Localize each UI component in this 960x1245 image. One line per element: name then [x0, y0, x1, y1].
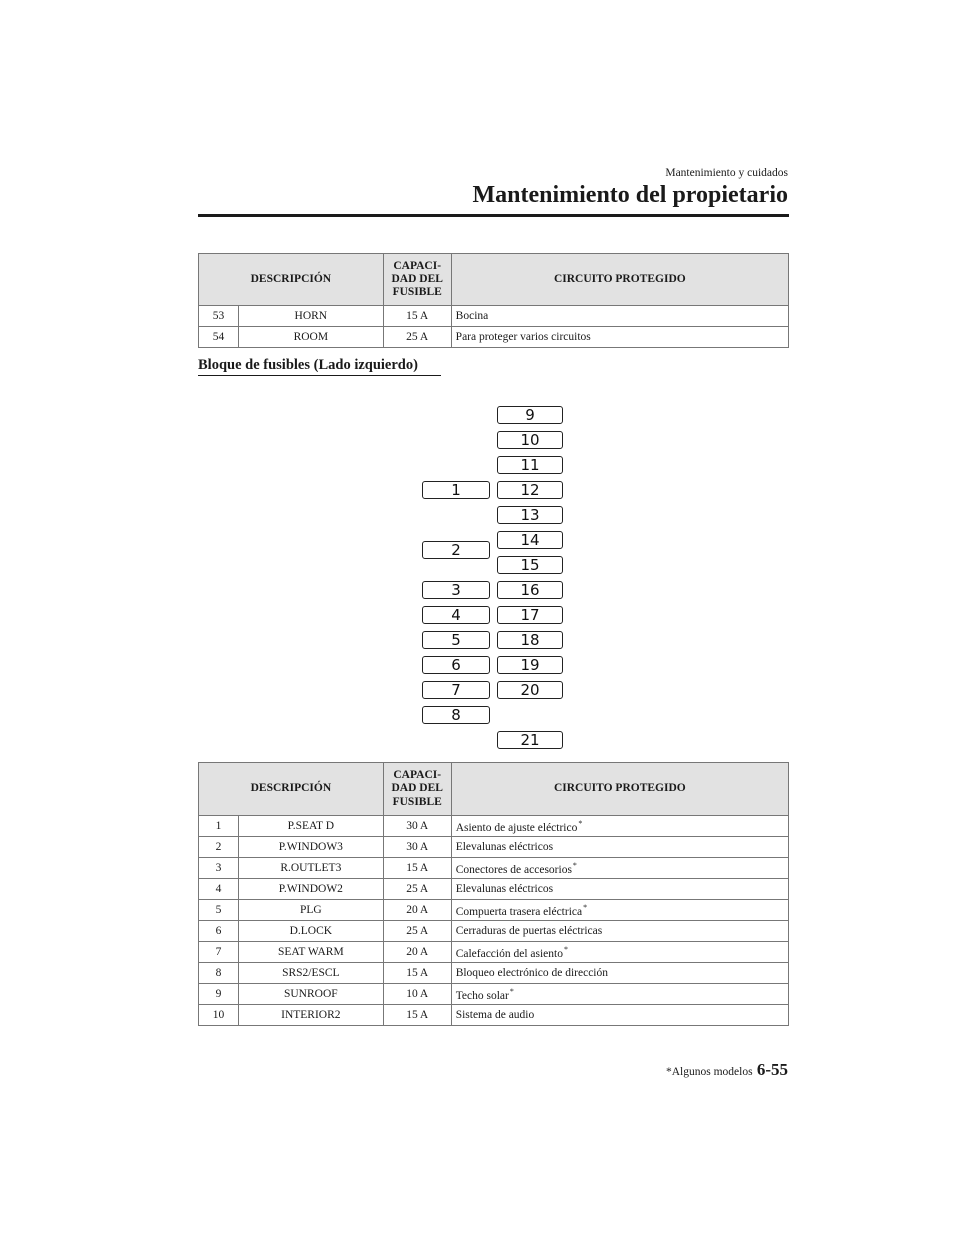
- fuse-capacity-text: 15 A: [406, 967, 429, 979]
- footnote: *Algunos modelos: [666, 1066, 753, 1078]
- fuse-description-text: HORN: [294, 310, 328, 322]
- capacity-line-3: FUSIBLE: [392, 795, 442, 808]
- capacity-line-2: DAD DEL: [391, 782, 443, 795]
- fuse-number-text: 53: [212, 310, 225, 322]
- fuse-number: [199, 327, 239, 348]
- fuse-slot: 5: [422, 631, 490, 649]
- fuse-description-text: SUNROOF: [283, 988, 338, 1000]
- protected-circuit: [451, 900, 788, 921]
- fuse-capacity: [383, 858, 451, 879]
- fuse-capacity-text: 25 A: [406, 331, 429, 343]
- protected-circuit: [451, 1005, 788, 1026]
- protected-circuit-text: Elevalunas eléctricos: [455, 841, 554, 853]
- fuse-capacity-text: 10 A: [406, 988, 429, 1000]
- protected-circuit: [451, 921, 788, 942]
- fuse-description: [238, 1005, 383, 1026]
- fuse-capacity: [383, 900, 451, 921]
- fuse-slot: 12: [497, 481, 563, 499]
- fuse-description-text: P.WINDOW3: [278, 841, 343, 853]
- header-rule: [198, 214, 789, 217]
- capacity-line-1: CAPACI-: [393, 769, 442, 782]
- capacity-line-1: CAPACI-: [393, 259, 442, 272]
- fuse-description-text: PLG: [299, 904, 322, 916]
- fuse-description: [238, 837, 383, 858]
- protected-circuit-text: Techo solar: [455, 989, 509, 1002]
- fuse-description: [238, 858, 383, 879]
- protected-circuit: [451, 837, 788, 858]
- fuse-number: [199, 942, 239, 963]
- fuse-capacity: [383, 1005, 451, 1026]
- fuse-number-text: 10: [212, 1009, 225, 1021]
- fuse-description: [238, 900, 383, 921]
- fuse-capacity: [383, 984, 451, 1005]
- protected-circuit-text: Compuerta trasera eléctrica: [455, 905, 583, 918]
- some-models-marker: *: [563, 944, 568, 954]
- fuse-slot: 21: [497, 731, 563, 749]
- fuse-slot: 2: [422, 541, 490, 559]
- fuse-capacity-text: 25 A: [406, 925, 429, 937]
- fuse-description: [238, 921, 383, 942]
- fuse-description: [238, 306, 383, 327]
- fuse-description-text: SEAT WARM: [277, 946, 344, 958]
- fuse-number-text: 3: [215, 862, 222, 874]
- section-header: Mantenimiento y cuidados: [665, 167, 788, 179]
- fuse-number-text: 2: [215, 841, 222, 853]
- fuse-description-text: INTERIOR2: [281, 1009, 341, 1021]
- fuse-description-text: SRS2/ESCL: [282, 967, 340, 979]
- col-header-capacity: [383, 254, 451, 306]
- fuse-slot: 17: [497, 606, 563, 624]
- fuse-number: [199, 837, 239, 858]
- protected-circuit: [451, 963, 788, 984]
- fuse-table-left: [198, 762, 789, 1026]
- fuse-capacity: [383, 921, 451, 942]
- fuse-number: [199, 921, 239, 942]
- some-models-marker: *: [572, 860, 577, 870]
- fuse-description-text: P.SEAT D: [287, 820, 335, 832]
- fuse-table-continued: [198, 253, 789, 348]
- table-row: [199, 1005, 789, 1026]
- fuse-slot: 18: [497, 631, 563, 649]
- capacity-line-2: DAD DEL: [391, 272, 443, 285]
- fuse-capacity-text: 20 A: [406, 904, 429, 916]
- col-header-circuit: CIRCUITO PROTEGIDO: [451, 254, 788, 306]
- fuse-slot: 1: [422, 481, 490, 499]
- table-row: [199, 963, 789, 984]
- fuse-capacity: [383, 879, 451, 900]
- fuse-description: [238, 816, 383, 837]
- col-header-description: DESCRIPCIÓN: [199, 763, 384, 816]
- fuse-capacity-text: 30 A: [406, 841, 429, 853]
- col-header-capacity: [383, 763, 451, 816]
- fuse-capacity-text: 15 A: [406, 862, 429, 874]
- protected-circuit: [451, 858, 788, 879]
- table-row: [199, 816, 789, 837]
- fuse-number-text: 8: [215, 967, 222, 979]
- fuse-number: [199, 816, 239, 837]
- fuse-capacity: [383, 942, 451, 963]
- section-heading: Bloque de fusibles (Lado izquierdo): [198, 357, 418, 373]
- fuse-description: [238, 879, 383, 900]
- fuse-description: [238, 963, 383, 984]
- fuse-number-text: 6: [215, 925, 222, 937]
- fuse-slot: 20: [497, 681, 563, 699]
- protected-circuit: [451, 984, 788, 1005]
- table-row: [199, 879, 789, 900]
- protected-circuit-text: Bloqueo electrónico de dirección: [455, 967, 609, 979]
- fuse-slot: 10: [497, 431, 563, 449]
- fuse-description-text: R.OUTLET3: [280, 862, 342, 874]
- fuse-slot: 11: [497, 456, 563, 474]
- fuse-number-text: 54: [212, 331, 225, 343]
- table-row: [199, 984, 789, 1005]
- fuse-slot: 7: [422, 681, 490, 699]
- fuse-capacity: [383, 963, 451, 984]
- fuse-slot: 4: [422, 606, 490, 624]
- protected-circuit-text: Bocina: [455, 310, 489, 322]
- fuse-capacity: [383, 837, 451, 858]
- fuse-capacity-text: 15 A: [406, 1009, 429, 1021]
- fuse-number: [199, 879, 239, 900]
- fuse-number-text: 5: [215, 904, 222, 916]
- fuse-slot: 8: [422, 706, 490, 724]
- protected-circuit-text: Calefacción del asiento: [455, 947, 563, 960]
- protected-circuit: [451, 879, 788, 900]
- fuse-slot: 15: [497, 556, 563, 574]
- protected-circuit-text: Asiento de ajuste eléctrico: [455, 821, 578, 834]
- some-models-marker: *: [509, 986, 514, 996]
- protected-circuit-text: Cerraduras de puertas eléctricas: [455, 925, 603, 937]
- fuse-capacity-text: 30 A: [406, 820, 429, 832]
- col-header-circuit: CIRCUITO PROTEGIDO: [451, 763, 788, 816]
- fuse-slot: 19: [497, 656, 563, 674]
- fuse-description-text: P.WINDOW2: [278, 883, 343, 895]
- fuse-number-text: 9: [215, 988, 222, 1000]
- fuse-slot: 14: [497, 531, 563, 549]
- table-row: [199, 837, 789, 858]
- capacity-line-3: FUSIBLE: [392, 286, 442, 299]
- fuse-number: [199, 900, 239, 921]
- protected-circuit: [451, 327, 788, 348]
- section-heading-underline: [198, 375, 441, 376]
- protected-circuit: [451, 816, 788, 837]
- fuse-description: [238, 327, 383, 348]
- fuse-number: [199, 858, 239, 879]
- fuse-capacity: [383, 327, 451, 348]
- page-title: Mantenimiento del propietario: [472, 182, 788, 208]
- page-number: 6-55: [756, 1060, 788, 1079]
- fuse-slot: 16: [497, 581, 563, 599]
- table-row: [199, 942, 789, 963]
- fuse-number-text: 4: [215, 883, 222, 895]
- fuse-number: [199, 963, 239, 984]
- protected-circuit: [451, 942, 788, 963]
- table-row: [199, 921, 789, 942]
- fuse-capacity: [383, 816, 451, 837]
- table-row: [199, 858, 789, 879]
- fuse-number-text: 7: [215, 946, 222, 958]
- fuse-number: [199, 1005, 239, 1026]
- fuse-slot: 6: [422, 656, 490, 674]
- fuse-number-text: 1: [215, 820, 222, 832]
- fuse-description-text: D.LOCK: [289, 925, 333, 937]
- fuse-description: [238, 942, 383, 963]
- protected-circuit-text: Elevalunas eléctricos: [455, 883, 554, 895]
- protected-circuit: [451, 306, 788, 327]
- protected-circuit-text: Sistema de audio: [455, 1009, 535, 1021]
- col-header-description: DESCRIPCIÓN: [199, 254, 384, 306]
- fuse-capacity-text: 20 A: [406, 946, 429, 958]
- fuse-capacity-text: 15 A: [406, 310, 429, 322]
- table-row: [199, 306, 789, 327]
- table-row: [199, 327, 789, 348]
- protected-circuit-text: Para proteger varios circuitos: [455, 331, 591, 343]
- fuse-number: [199, 306, 239, 327]
- fuse-slot: 9: [497, 406, 563, 424]
- some-models-marker: *: [583, 902, 588, 912]
- some-models-marker: *: [578, 818, 583, 828]
- fuse-capacity: [383, 306, 451, 327]
- fuse-slot: 3: [422, 581, 490, 599]
- fuse-capacity-text: 25 A: [406, 883, 429, 895]
- fuse-slot: 13: [497, 506, 563, 524]
- protected-circuit-text: Conectores de accesorios: [455, 863, 572, 876]
- fuse-description-text: ROOM: [293, 331, 329, 343]
- fuse-description: [238, 984, 383, 1005]
- fuse-number: [199, 984, 239, 1005]
- table-row: [199, 900, 789, 921]
